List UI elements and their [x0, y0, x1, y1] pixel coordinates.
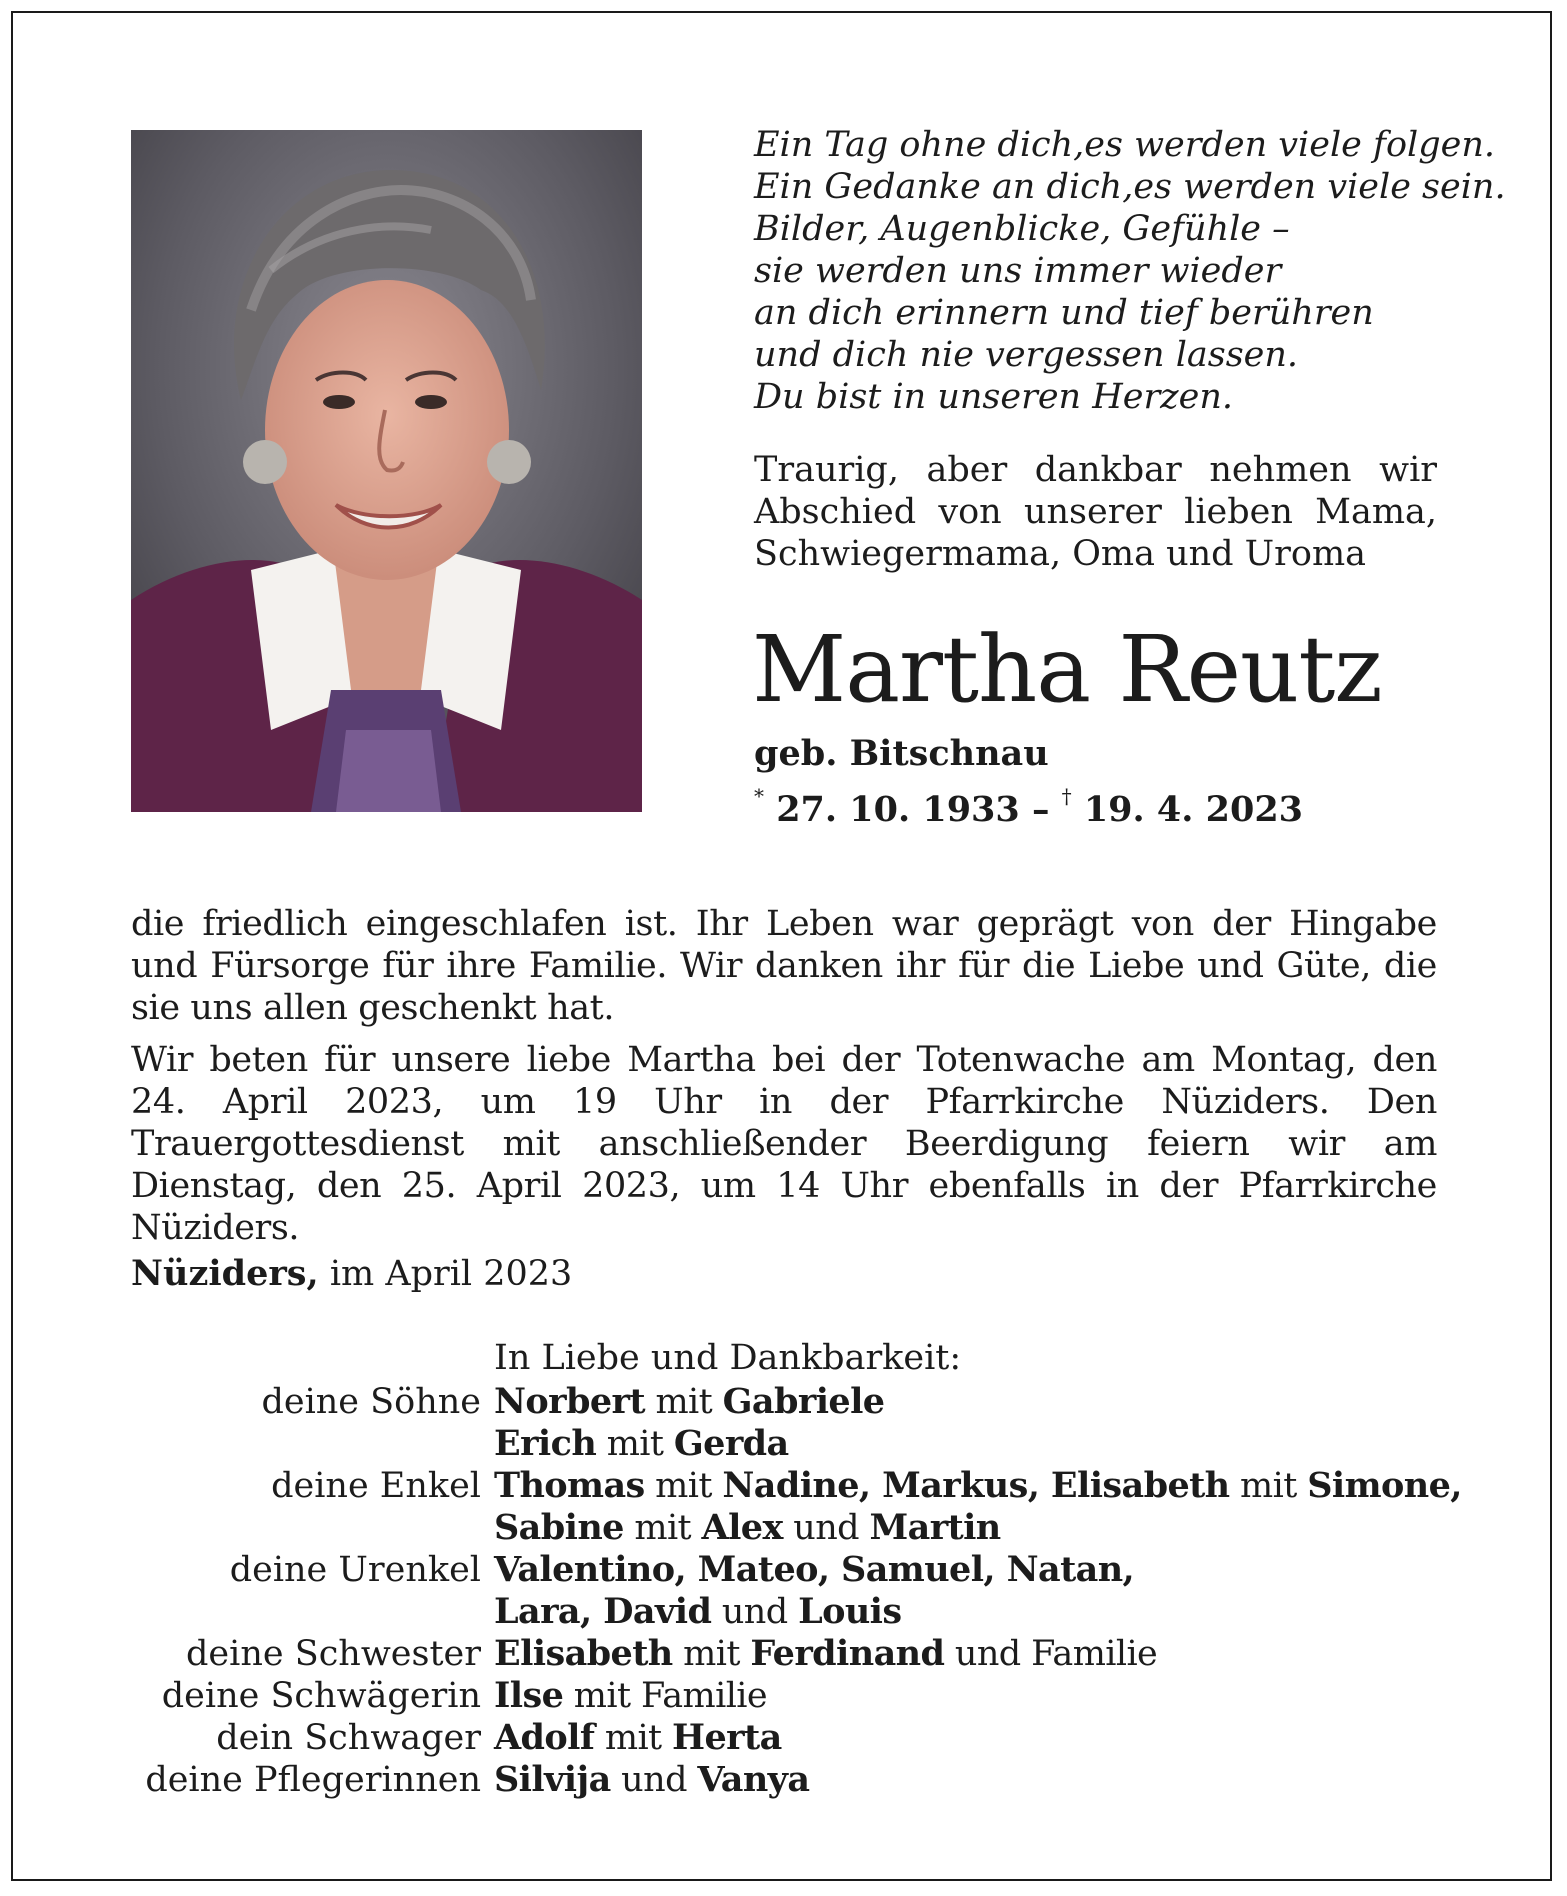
- paragraph-services: Wir beten für unsere liebe Martha bei der Totenwache am Montag, den 24. April 2023, um 19 Uhr in der Pfarrkirche Nüziders. Den Trauergottesdienst mit anschließender Beerdigung feiern wir am Dienstag, den 25. April 2023, um 14 Uhr ebenfalls in der Pfarrkirche Nüziders.: [131, 1040, 1437, 1248]
- mourner-row: [0, 1465, 1567, 1507]
- birth-date: 27. 10. 1933: [776, 789, 1020, 830]
- mourner-connector: mit: [1229, 1466, 1308, 1506]
- mourner-names: [494, 1717, 782, 1759]
- mourner-connector: mit: [594, 1718, 673, 1758]
- mourners-heading: In Liebe und Dankbarkeit:: [494, 1338, 962, 1378]
- mourner-relation: deine Enkel: [271, 1466, 481, 1506]
- mourner-names: [494, 1423, 789, 1465]
- farewell-intro: Traurig, aber dankbar nehmen wir Abschied von unserer lieben Mama, Schwiegermama, Oma und Uroma: [754, 450, 1437, 574]
- deceased-name: Martha Reutz: [752, 616, 1382, 723]
- mourner-connector: mit: [644, 1466, 723, 1506]
- mourner-connector: mit: [644, 1382, 723, 1422]
- place-date: im April 2023: [318, 1254, 573, 1294]
- mourner-row: [0, 1591, 1567, 1633]
- mourner-name: Gabriele: [722, 1381, 885, 1422]
- mourner-relation: deine Schwester: [186, 1634, 481, 1674]
- death-symbol: †: [1061, 784, 1072, 808]
- mourner-row: [0, 1759, 1567, 1801]
- mourner-name: Ilse: [494, 1675, 564, 1716]
- mourner-names: [494, 1675, 767, 1717]
- memorial-poem: Ein Tag ohne dich,es werden viele folgen. Ein Gedanke an dich,es werden viele sein. Bilder, Augenblicke, Gefühle – sie werden uns immer wieder an dich erinnern und tief berühren und dich nie vergessen lassen. Du bist in unseren Herzen.: [754, 125, 1506, 417]
- mourner-connector: mit: [623, 1508, 702, 1548]
- mourner-name: Louis: [798, 1591, 902, 1632]
- mourner-name: Ferdinand: [750, 1633, 945, 1674]
- mourner-connector: mit: [596, 1424, 674, 1464]
- mourner-name: Elisabeth: [494, 1633, 673, 1674]
- paragraph-passing: die friedlich eingeschlafen ist. Ihr Leben war geprägt von der Hingabe und Fürsorge für ihre Familie. Wir danken ihr für die Liebe und Güte, die sie uns allen geschenkt hat.: [131, 904, 1437, 1028]
- mourner-names: [494, 1507, 1001, 1549]
- mourner-row: [0, 1633, 1567, 1675]
- mourner-name: Valentino, Mateo, Samuel, Natan,: [494, 1549, 1135, 1590]
- mourner-relation: dein Schwager: [216, 1718, 481, 1758]
- mourner-names: [494, 1381, 884, 1423]
- mourner-relation: deine Schwägerin: [161, 1676, 481, 1716]
- mourner-connector: und: [782, 1508, 870, 1548]
- portrait-photo: [131, 130, 642, 812]
- mourner-relation: deine Urenkel: [229, 1550, 481, 1590]
- mourner-connector: mit Familie: [563, 1676, 768, 1716]
- mourners-list: [0, 1381, 1567, 1801]
- mourner-row: [0, 1675, 1567, 1717]
- mourner-name: Vanya: [697, 1759, 810, 1800]
- mourner-names: [494, 1591, 901, 1633]
- mourner-connector: und Familie: [944, 1634, 1158, 1674]
- place-and-date: [131, 1253, 572, 1295]
- mourner-row: [0, 1549, 1567, 1591]
- mourner-name: Adolf: [494, 1717, 595, 1758]
- death-date: 19. 4. 2023: [1083, 789, 1304, 830]
- mourner-row: [0, 1381, 1567, 1423]
- place-town: Nüziders,: [131, 1253, 319, 1294]
- mourner-name: Martin: [869, 1507, 1001, 1548]
- mourner-names: [494, 1633, 1157, 1675]
- mourner-relation: deine Söhne: [261, 1382, 481, 1422]
- mourner-name: Alex: [701, 1507, 783, 1548]
- mourner-row: [0, 1507, 1567, 1549]
- mourner-row: [0, 1423, 1567, 1465]
- mourner-name: Herta: [672, 1717, 782, 1758]
- birth-name: geb. Bitschnau: [754, 733, 1049, 774]
- mourner-connector: mit: [672, 1634, 751, 1674]
- mourner-row: [0, 1717, 1567, 1759]
- mourner-names: [494, 1465, 1462, 1507]
- mourner-names: [494, 1549, 1134, 1591]
- life-dates: [754, 775, 1303, 831]
- mourner-name: Erich: [494, 1423, 597, 1464]
- mourner-name: Gerda: [673, 1423, 789, 1464]
- mourner-connector: und: [711, 1592, 799, 1632]
- mourner-name: Sabine: [494, 1507, 624, 1548]
- date-separator: –: [1019, 789, 1062, 830]
- mourner-relation: deine Pflegerinnen: [145, 1760, 481, 1800]
- birth-symbol: *: [754, 784, 764, 808]
- mourner-names: [494, 1759, 810, 1801]
- mourner-name: Simone,: [1307, 1465, 1462, 1506]
- mourner-name: Silvija: [494, 1759, 611, 1800]
- mourner-name: Thomas: [494, 1465, 645, 1506]
- mourner-name: Nadine, Markus, Elisabeth: [722, 1465, 1230, 1506]
- mourner-name: Norbert: [494, 1381, 645, 1422]
- mourner-connector: und: [610, 1760, 698, 1800]
- mourner-name: Lara, David: [494, 1591, 712, 1632]
